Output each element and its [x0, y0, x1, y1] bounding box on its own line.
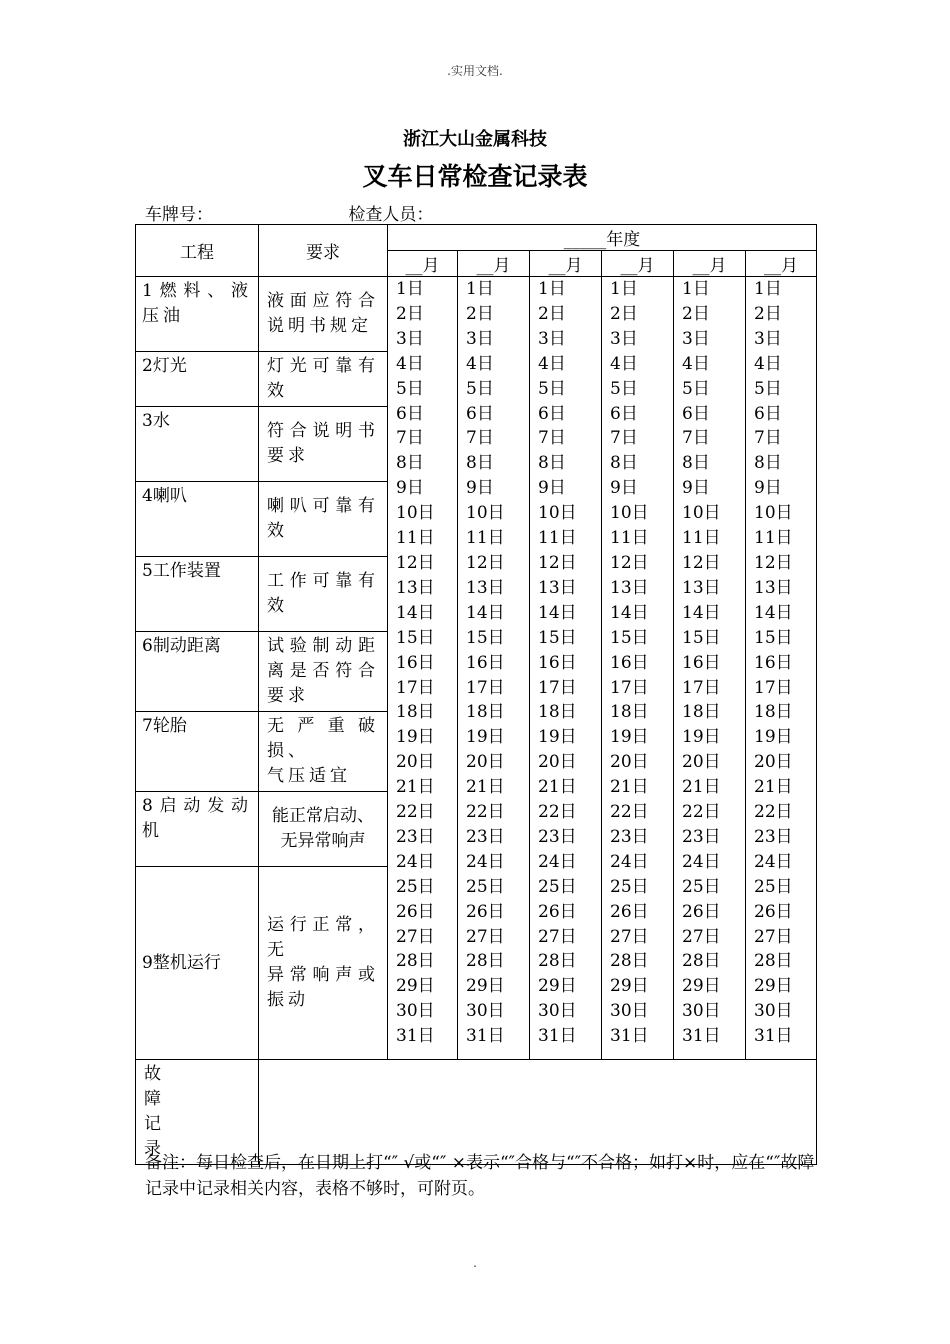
- row-item: 1燃料、液压油: [136, 277, 259, 352]
- day-checkbox[interactable]: 21日: [610, 777, 649, 798]
- day-checkbox[interactable]: 26日: [396, 901, 435, 922]
- month-days-column-6: [746, 277, 817, 1060]
- day-checkbox[interactable]: 7日: [610, 428, 638, 449]
- day-checkbox[interactable]: 9日: [610, 478, 638, 499]
- day-checkbox[interactable]: 28日: [466, 951, 505, 972]
- day-checkbox[interactable]: 20日: [610, 752, 649, 773]
- day-checkbox[interactable]: 24日: [610, 851, 649, 872]
- month-days-column-3: [530, 277, 602, 1060]
- day-checkbox[interactable]: 16日: [754, 652, 793, 673]
- day-checkbox[interactable]: 28日: [754, 951, 793, 972]
- row-item: 5工作装置: [136, 557, 259, 632]
- day-checkbox[interactable]: 6日: [396, 403, 424, 424]
- day-checkbox[interactable]: 30日: [610, 1001, 649, 1022]
- day-checkbox[interactable]: 13日: [610, 577, 649, 598]
- day-checkbox[interactable]: 5日: [396, 378, 424, 399]
- day-checkbox[interactable]: 3日: [610, 328, 638, 349]
- day-checkbox[interactable]: 22日: [754, 802, 793, 823]
- day-checkbox[interactable]: 1日: [538, 279, 566, 299]
- day-checkbox[interactable]: 3日: [754, 328, 782, 349]
- day-checkbox[interactable]: 3日: [682, 328, 710, 349]
- day-checkbox[interactable]: 6日: [754, 403, 782, 424]
- day-checkbox[interactable]: 18日: [538, 702, 577, 723]
- day-checkbox[interactable]: 10日: [538, 503, 577, 524]
- day-checkbox[interactable]: 14日: [538, 602, 577, 623]
- day-checkbox[interactable]: 31日: [610, 1026, 649, 1047]
- day-checkbox[interactable]: 16日: [538, 652, 577, 673]
- day-checkbox[interactable]: 12日: [610, 552, 649, 573]
- day-checkbox[interactable]: 25日: [610, 876, 649, 897]
- day-checkbox[interactable]: 13日: [754, 577, 793, 598]
- day-checkbox[interactable]: 5日: [754, 378, 782, 399]
- day-checkbox[interactable]: 22日: [610, 802, 649, 823]
- day-checkbox[interactable]: 10日: [396, 503, 435, 524]
- day-checkbox[interactable]: 28日: [396, 951, 435, 972]
- day-checkbox[interactable]: 27日: [754, 926, 793, 947]
- day-checkbox[interactable]: 25日: [466, 876, 505, 897]
- day-checkbox[interactable]: 15日: [538, 627, 577, 648]
- day-checkbox[interactable]: 22日: [538, 802, 577, 823]
- day-checkbox[interactable]: 15日: [466, 627, 505, 648]
- day-checkbox[interactable]: 18日: [396, 702, 435, 723]
- day-checkbox[interactable]: 16日: [610, 652, 649, 673]
- day-checkbox[interactable]: 23日: [538, 826, 577, 847]
- day-checkbox[interactable]: 4日: [754, 353, 782, 374]
- day-checkbox[interactable]: 22日: [466, 802, 505, 823]
- day-checkbox[interactable]: 17日: [396, 677, 435, 698]
- row-item: 4喇叭: [136, 482, 259, 557]
- day-checkbox[interactable]: 20日: [396, 752, 435, 773]
- day-checkbox[interactable]: 26日: [754, 901, 793, 922]
- row-requirement: 无严重破损、 气压适宜: [259, 712, 388, 792]
- day-checkbox[interactable]: 7日: [682, 428, 710, 449]
- day-checkbox[interactable]: 11日: [396, 528, 435, 549]
- day-checkbox[interactable]: 21日: [754, 777, 793, 798]
- form-title: 叉车日常检查记录表: [362, 162, 588, 191]
- day-checkbox[interactable]: 29日: [396, 976, 435, 997]
- day-checkbox[interactable]: 12日: [538, 552, 577, 573]
- page-header: .实用文档.: [447, 64, 503, 78]
- day-checkbox[interactable]: 17日: [610, 677, 649, 698]
- day-checkbox[interactable]: 14日: [466, 602, 505, 623]
- day-checkbox[interactable]: 20日: [466, 752, 505, 773]
- header-month-1: __月: [388, 251, 458, 277]
- day-checkbox[interactable]: 12日: [682, 552, 721, 573]
- day-checkbox[interactable]: 13日: [538, 577, 577, 598]
- day-checkbox[interactable]: 27日: [396, 926, 435, 947]
- day-checkbox[interactable]: 16日: [682, 652, 721, 673]
- day-checkbox[interactable]: 2日: [754, 303, 782, 324]
- day-checkbox[interactable]: 27日: [538, 926, 577, 947]
- day-checkbox[interactable]: 19日: [682, 727, 721, 748]
- day-checkbox[interactable]: 18日: [610, 702, 649, 723]
- header-year: _____年度: [388, 225, 817, 251]
- fault-record-area[interactable]: [259, 1060, 817, 1165]
- day-checkbox[interactable]: 6日: [610, 403, 638, 424]
- day-checkbox[interactable]: 22日: [396, 802, 435, 823]
- day-checkbox[interactable]: 15日: [610, 627, 649, 648]
- header-month-3: __月: [530, 251, 602, 277]
- row-requirement: 试验制动距离是否符合要求: [259, 632, 388, 712]
- day-checkbox[interactable]: 30日: [682, 1001, 721, 1022]
- day-checkbox[interactable]: 8日: [538, 453, 566, 474]
- day-checkbox[interactable]: 10日: [610, 503, 649, 524]
- day-checkbox[interactable]: 19日: [754, 727, 793, 748]
- day-checkbox[interactable]: 7日: [754, 428, 782, 449]
- day-checkbox[interactable]: 7日: [538, 428, 566, 449]
- day-checkbox[interactable]: 8日: [682, 453, 710, 474]
- row-requirement: 液面应符合说明书规定: [259, 277, 388, 352]
- day-checkbox[interactable]: 21日: [396, 777, 435, 798]
- day-checkbox[interactable]: 24日: [754, 851, 793, 872]
- header-item: 工程: [136, 225, 259, 277]
- day-checkbox[interactable]: 31日: [754, 1026, 793, 1047]
- day-checkbox[interactable]: 4日: [610, 353, 638, 374]
- day-checkbox[interactable]: 10日: [466, 503, 505, 524]
- day-checkbox[interactable]: 31日: [538, 1026, 577, 1047]
- day-checkbox[interactable]: 11日: [610, 528, 649, 549]
- day-checkbox[interactable]: 30日: [538, 1001, 577, 1022]
- day-checkbox[interactable]: 29日: [466, 976, 505, 997]
- day-checkbox[interactable]: 7日: [466, 428, 494, 449]
- day-checkbox[interactable]: 20日: [538, 752, 577, 773]
- day-checkbox[interactable]: 15日: [396, 627, 435, 648]
- day-checkbox[interactable]: 5日: [682, 378, 710, 399]
- day-checkbox[interactable]: 25日: [538, 876, 577, 897]
- day-checkbox[interactable]: 31日: [396, 1026, 435, 1047]
- day-checkbox[interactable]: 2日: [682, 303, 710, 324]
- day-checkbox[interactable]: 6日: [538, 403, 566, 424]
- plate-number-label: 车牌号：: [145, 205, 213, 225]
- day-checkbox[interactable]: 14日: [754, 602, 793, 623]
- day-checkbox[interactable]: 25日: [754, 876, 793, 897]
- month-days-column-2: [458, 277, 530, 1060]
- day-checkbox[interactable]: 11日: [538, 528, 577, 549]
- day-checkbox[interactable]: 25日: [396, 876, 435, 897]
- day-checkbox[interactable]: 12日: [754, 552, 793, 573]
- day-checkbox[interactable]: 6日: [682, 403, 710, 424]
- day-checkbox[interactable]: 20日: [754, 752, 793, 773]
- day-checkbox[interactable]: 8日: [466, 453, 494, 474]
- day-checkbox[interactable]: 19日: [396, 727, 435, 748]
- row-requirement: 工作可靠有效: [259, 557, 388, 632]
- remarks-note: 备注：每日检查后，在日期上打“″ √或“″ ×表示“″合格与“″不合格；如打×时，应在“″故障记录中记录相关内容，表格不够时，可附页。: [145, 1153, 815, 1199]
- day-checkbox[interactable]: 4日: [396, 353, 424, 374]
- day-checkbox[interactable]: 10日: [682, 503, 721, 524]
- day-checkbox[interactable]: 27日: [610, 926, 649, 947]
- month-days-column-4: [602, 277, 674, 1060]
- fault-record-label: 故 障 记 录: [136, 1060, 259, 1165]
- row-item: 9整机运行: [136, 867, 259, 1060]
- day-checkbox[interactable]: 29日: [682, 976, 721, 997]
- row-item: 6制动距离: [136, 632, 259, 712]
- day-checkbox[interactable]: 11日: [466, 528, 505, 549]
- day-checkbox[interactable]: 16日: [396, 652, 435, 673]
- day-checkbox[interactable]: 17日: [754, 677, 793, 698]
- day-checkbox[interactable]: 1日: [466, 279, 494, 299]
- day-checkbox[interactable]: 13日: [466, 577, 505, 598]
- day-checkbox[interactable]: 8日: [754, 453, 782, 474]
- day-checkbox[interactable]: 20日: [682, 752, 721, 773]
- day-checkbox[interactable]: 6日: [466, 403, 494, 424]
- day-checkbox[interactable]: 2日: [396, 303, 424, 324]
- day-checkbox[interactable]: 29日: [538, 976, 577, 997]
- day-checkbox[interactable]: 28日: [610, 951, 649, 972]
- day-checkbox[interactable]: 13日: [396, 577, 435, 598]
- day-checkbox[interactable]: 14日: [610, 602, 649, 623]
- day-checkbox[interactable]: 8日: [396, 453, 424, 474]
- day-checkbox[interactable]: 4日: [466, 353, 494, 374]
- row-requirement: 喇叭可靠有效: [259, 482, 388, 557]
- day-checkbox[interactable]: 15日: [754, 627, 793, 648]
- day-checkbox[interactable]: 28日: [682, 951, 721, 972]
- day-checkbox[interactable]: 12日: [396, 552, 435, 573]
- inspector-label: 检查人员：: [348, 205, 434, 225]
- day-checkbox[interactable]: 1日: [610, 279, 638, 299]
- day-checkbox[interactable]: 30日: [466, 1001, 505, 1022]
- day-checkbox[interactable]: 9日: [396, 478, 424, 499]
- day-checkbox[interactable]: 2日: [538, 303, 566, 324]
- day-checkbox[interactable]: 19日: [610, 727, 649, 748]
- day-checkbox[interactable]: 27日: [466, 926, 505, 947]
- day-checkbox[interactable]: 25日: [682, 876, 721, 897]
- day-checkbox[interactable]: 5日: [610, 378, 638, 399]
- day-checkbox[interactable]: 26日: [682, 901, 721, 922]
- day-checkbox[interactable]: 4日: [538, 353, 566, 374]
- company-name: 浙江大山金属科技: [403, 129, 547, 150]
- day-checkbox[interactable]: 24日: [538, 851, 577, 872]
- day-checkbox[interactable]: 3日: [538, 328, 566, 349]
- day-checkbox[interactable]: 21日: [538, 777, 577, 798]
- header-month-2: __月: [458, 251, 530, 277]
- day-checkbox[interactable]: 26日: [538, 901, 577, 922]
- row-item: 8启动发动机: [136, 792, 259, 867]
- day-checkbox[interactable]: 27日: [682, 926, 721, 947]
- day-checkbox[interactable]: 28日: [538, 951, 577, 972]
- day-checkbox[interactable]: 21日: [682, 777, 721, 798]
- day-checkbox[interactable]: 19日: [538, 727, 577, 748]
- day-checkbox[interactable]: 2日: [610, 303, 638, 324]
- meta-row: [145, 200, 433, 225]
- header-month-5: __月: [674, 251, 746, 277]
- month-days-column-1: [388, 277, 458, 1060]
- day-checkbox[interactable]: 13日: [682, 577, 721, 598]
- day-checkbox[interactable]: 29日: [754, 976, 793, 997]
- row-item: 2灯光: [136, 352, 259, 407]
- header-month-6: __月: [746, 251, 817, 277]
- row-requirement: 运行正常，无 异常响声或振动: [259, 867, 388, 1060]
- day-checkbox[interactable]: 21日: [466, 777, 505, 798]
- day-checkbox[interactable]: 30日: [754, 1001, 793, 1022]
- day-checkbox[interactable]: 26日: [466, 901, 505, 922]
- day-checkbox[interactable]: 18日: [754, 702, 793, 723]
- inspection-table: [135, 224, 817, 1165]
- day-checkbox[interactable]: 1日: [682, 279, 710, 299]
- day-checkbox[interactable]: 23日: [610, 826, 649, 847]
- day-checkbox[interactable]: 29日: [610, 976, 649, 997]
- day-checkbox[interactable]: 11日: [682, 528, 721, 549]
- day-checkbox[interactable]: 9日: [538, 478, 566, 499]
- day-checkbox[interactable]: 24日: [682, 851, 721, 872]
- day-checkbox[interactable]: 11日: [754, 528, 793, 549]
- day-checkbox[interactable]: 9日: [754, 478, 782, 499]
- day-checkbox[interactable]: 12日: [466, 552, 505, 573]
- row-item: 7轮胎: [136, 712, 259, 792]
- day-checkbox[interactable]: 9日: [682, 478, 710, 499]
- header-month-4: __月: [602, 251, 674, 277]
- day-checkbox[interactable]: 1日: [754, 279, 782, 299]
- day-checkbox[interactable]: 10日: [754, 503, 793, 524]
- day-checkbox[interactable]: 5日: [466, 378, 494, 399]
- day-checkbox[interactable]: 22日: [682, 802, 721, 823]
- day-checkbox[interactable]: 3日: [396, 328, 424, 349]
- day-checkbox[interactable]: 23日: [754, 826, 793, 847]
- day-checkbox[interactable]: 23日: [466, 826, 505, 847]
- header-requirement: 要求: [259, 225, 388, 277]
- row-requirement: 符合说明书要求: [259, 407, 388, 482]
- day-checkbox[interactable]: 1日: [396, 279, 424, 299]
- day-checkbox[interactable]: 16日: [466, 652, 505, 673]
- day-checkbox[interactable]: 14日: [682, 602, 721, 623]
- day-checkbox[interactable]: 14日: [396, 602, 435, 623]
- day-checkbox[interactable]: 19日: [466, 727, 505, 748]
- table-row: [136, 277, 817, 352]
- day-checkbox[interactable]: 17日: [466, 677, 505, 698]
- day-checkbox[interactable]: 30日: [396, 1001, 435, 1022]
- day-checkbox[interactable]: 17日: [538, 677, 577, 698]
- row-requirement: 能正常启动、 无异常响声: [259, 792, 388, 867]
- day-checkbox[interactable]: 7日: [396, 428, 424, 449]
- day-checkbox[interactable]: 24日: [466, 851, 505, 872]
- row-item: 3水: [136, 407, 259, 482]
- day-checkbox[interactable]: 23日: [396, 826, 435, 847]
- day-checkbox[interactable]: 2日: [466, 303, 494, 324]
- day-checkbox[interactable]: 9日: [466, 478, 494, 499]
- day-checkbox[interactable]: 23日: [682, 826, 721, 847]
- day-checkbox[interactable]: 5日: [538, 378, 566, 399]
- day-checkbox[interactable]: 24日: [396, 851, 435, 872]
- day-checkbox[interactable]: 31日: [682, 1026, 721, 1047]
- day-checkbox[interactable]: 17日: [682, 677, 721, 698]
- day-checkbox[interactable]: 18日: [466, 702, 505, 723]
- day-checkbox[interactable]: 31日: [466, 1026, 505, 1047]
- day-checkbox[interactable]: 8日: [610, 453, 638, 474]
- page-footer: .: [473, 1256, 477, 1270]
- day-checkbox[interactable]: 15日: [682, 627, 721, 648]
- day-checkbox[interactable]: 18日: [682, 702, 721, 723]
- row-requirement: 灯光可靠有效: [259, 352, 388, 407]
- day-checkbox[interactable]: 3日: [466, 328, 494, 349]
- day-checkbox[interactable]: 4日: [682, 353, 710, 374]
- month-days-column-5: [674, 277, 746, 1060]
- day-checkbox[interactable]: 26日: [610, 901, 649, 922]
